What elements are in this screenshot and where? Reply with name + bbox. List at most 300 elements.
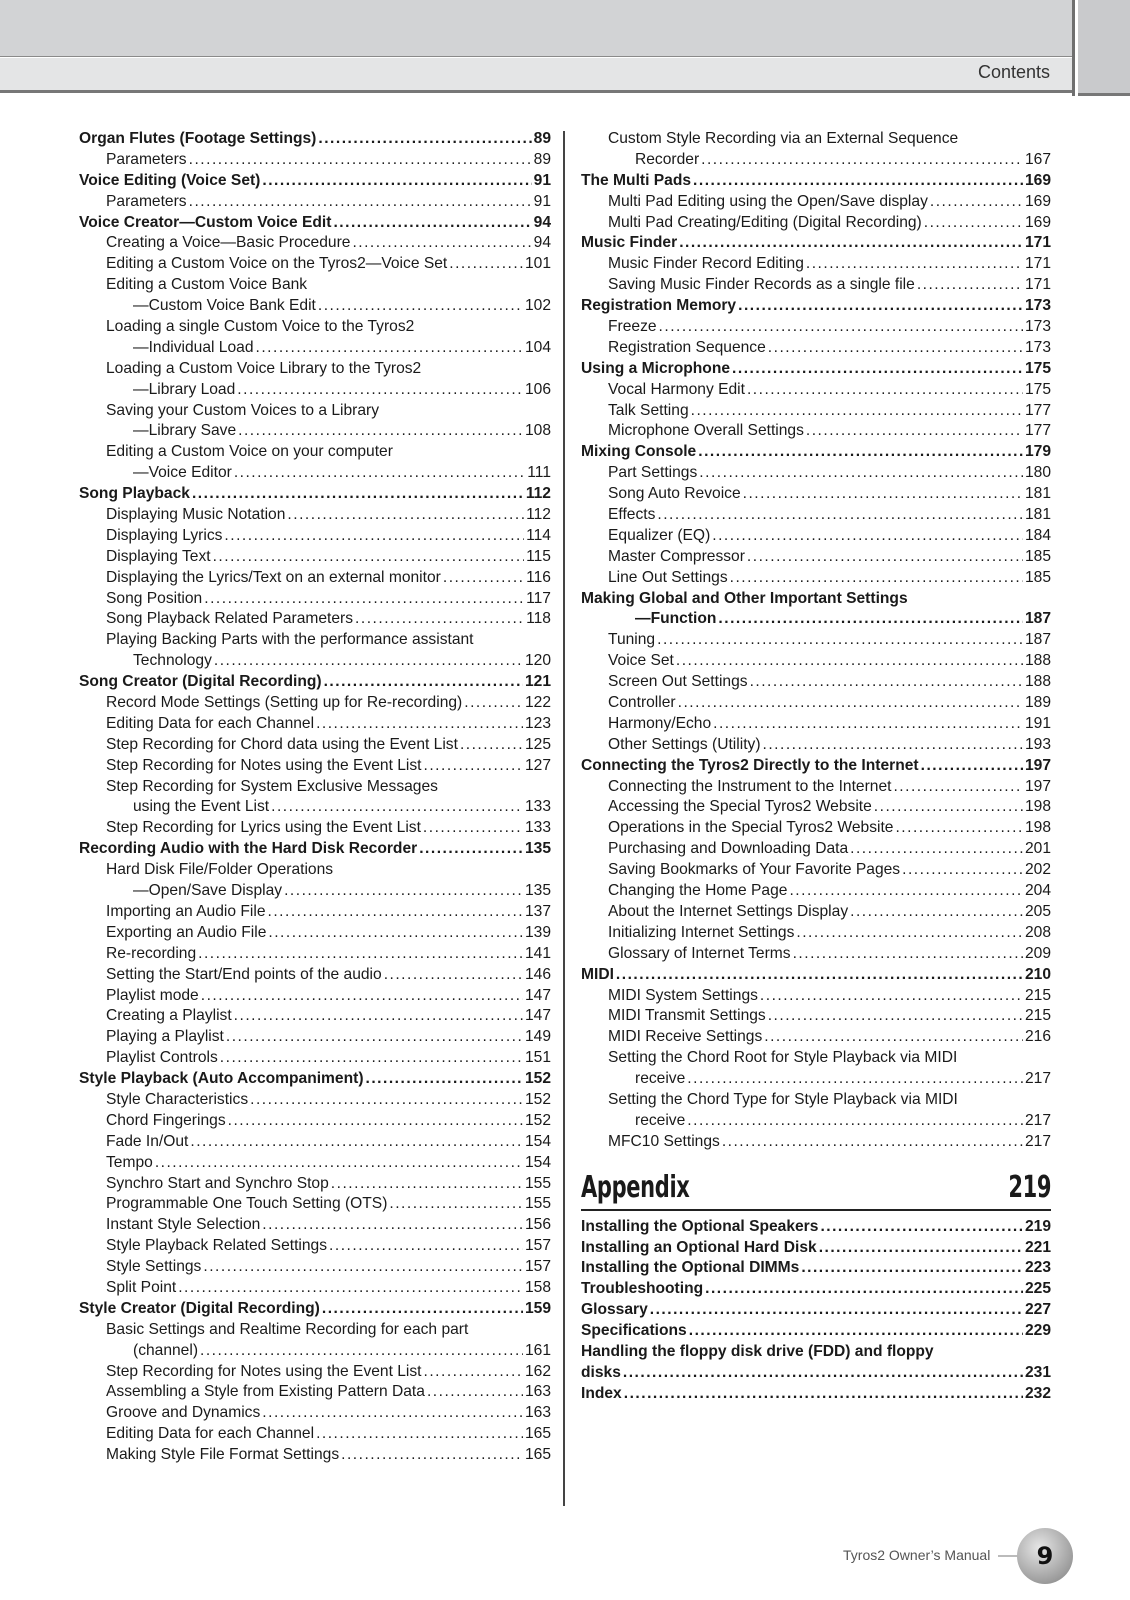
- dot-leader: [693, 171, 1023, 192]
- toc-entry[interactable]: [581, 1258, 1051, 1279]
- toc-entry-page: 94: [533, 213, 551, 231]
- toc-entry[interactable]: [79, 672, 551, 693]
- toc-entry[interactable]: [581, 1217, 1051, 1238]
- toc-entry-page: 122: [524, 694, 551, 712]
- toc-entry-title: Editing a Custom Voice on the Tyros2—Voice Set: [106, 255, 448, 273]
- toc-entry[interactable]: [581, 150, 1051, 171]
- toc-entry[interactable]: [79, 1111, 551, 1132]
- toc-entry-title: Operations in the Special Tyros2 Website: [608, 819, 894, 837]
- dot-leader: [624, 1384, 1023, 1405]
- toc-entry[interactable]: [79, 986, 551, 1007]
- toc-entry-page: 227: [1024, 1301, 1051, 1319]
- toc-entry-page: 89: [533, 150, 551, 168]
- toc-entry[interactable]: [581, 609, 1051, 630]
- toc-entry[interactable]: [79, 714, 551, 735]
- toc-entry[interactable]: [79, 923, 551, 944]
- toc-entry-title: Freeze: [608, 318, 657, 335]
- toc-entry[interactable]: [581, 672, 1051, 693]
- toc-entry-title: Importing an Audio File: [106, 902, 266, 920]
- toc-entry-page: 135: [524, 840, 551, 858]
- toc-entry[interactable]: [581, 1069, 1051, 1090]
- toc-entry[interactable]: [79, 1341, 551, 1362]
- toc-entry[interactable]: [581, 798, 1051, 819]
- toc-entry-title: Saving Music Finder Records as a single file: [608, 276, 915, 294]
- toc-entry[interactable]: [581, 1363, 1051, 1384]
- toc-entry[interactable]: [581, 965, 1051, 986]
- toc-entry-page: 177: [1024, 401, 1051, 419]
- toc-entry-title: Recorder: [635, 150, 700, 168]
- toc-entry-title: Song Creator (Digital Recording): [79, 673, 322, 691]
- toc-entry-page: 197: [1024, 756, 1051, 774]
- toc-entry-page: 162: [524, 1362, 551, 1380]
- toc-entry[interactable]: [581, 1384, 1051, 1405]
- toc-entry-title: Playlist Controls: [106, 1049, 218, 1067]
- toc-entry[interactable]: [581, 442, 1051, 463]
- toc-entry-page: 219: [1024, 1217, 1051, 1235]
- toc-entry-title: Effects: [608, 506, 656, 524]
- toc-entry-continued[interactable]: Hard Disk File/Folder Operations: [106, 861, 334, 879]
- toc-entry-title: Index: [581, 1384, 622, 1402]
- toc-entry[interactable]: [581, 1300, 1051, 1321]
- toc-entry[interactable]: [79, 1194, 551, 1215]
- toc-entry[interactable]: [79, 881, 551, 902]
- dot-leader: [155, 1153, 523, 1174]
- toc-entry[interactable]: [581, 839, 1051, 860]
- page-number: 9: [1036, 1542, 1054, 1570]
- dot-leader: [228, 1111, 523, 1132]
- toc-entry-page: 180: [1024, 464, 1051, 482]
- dot-leader: [924, 213, 1023, 234]
- toc-entry-title: Displaying Text: [106, 547, 211, 565]
- toc-entry[interactable]: [79, 1236, 551, 1257]
- toc-entry[interactable]: [79, 1069, 551, 1090]
- toc-entry[interactable]: [581, 1238, 1051, 1259]
- dot-leader: [262, 1403, 523, 1424]
- toc-entry-title: Programmable One Touch Setting (OTS): [106, 1195, 388, 1213]
- toc-entry[interactable]: [79, 192, 551, 213]
- toc-entry[interactable]: [581, 380, 1051, 401]
- appendix-title: Appendix: [581, 1169, 690, 1205]
- toc-entry-title: (channel): [133, 1341, 199, 1359]
- dot-leader: [698, 442, 1023, 463]
- toc-entry[interactable]: [581, 547, 1051, 568]
- header-strip: [0, 58, 1072, 93]
- toc-entry[interactable]: [79, 902, 551, 923]
- toc-entry-title: Screen Out Settings: [608, 673, 748, 691]
- dot-leader: [324, 672, 523, 693]
- toc-entry[interactable]: [79, 818, 551, 839]
- toc-entry-page: 159: [524, 1299, 551, 1317]
- dot-leader: [657, 630, 1023, 651]
- toc-entry[interactable]: [581, 693, 1051, 714]
- dot-leader: [691, 401, 1023, 422]
- toc-entry-title: Displaying Music Notation: [106, 506, 286, 524]
- toc-entry-continued[interactable]: Setting the Chord Type for Style Playback via MIDI: [608, 1090, 958, 1108]
- toc-entry[interactable]: [581, 651, 1051, 672]
- toc-entry-title: Registration Sequence: [608, 338, 766, 356]
- toc-entry[interactable]: [79, 1132, 551, 1153]
- dot-leader: [689, 1321, 1023, 1342]
- toc-entry-continued[interactable]: Basic Settings and Realtime Recording for each part: [106, 1320, 469, 1338]
- toc-entry[interactable]: [79, 150, 551, 171]
- dot-leader: [730, 568, 1023, 589]
- toc-entry-page: 191: [1024, 714, 1051, 732]
- toc-entry[interactable]: [581, 296, 1051, 317]
- toc-entry[interactable]: [581, 484, 1051, 505]
- dot-leader: [820, 1217, 1023, 1238]
- toc-entry[interactable]: [581, 1279, 1051, 1300]
- toc-entry[interactable]: [581, 568, 1051, 589]
- toc-entry[interactable]: [581, 756, 1051, 777]
- toc-entry-page: 161: [524, 1341, 551, 1359]
- dot-leader: [801, 1258, 1023, 1279]
- toc-entry-page: 120: [524, 652, 551, 670]
- toc-entry[interactable]: [79, 1424, 551, 1445]
- toc-entry-title: Microphone Overall Settings: [608, 422, 804, 440]
- toc-entry[interactable]: [581, 192, 1051, 213]
- toc-entry-page: 139: [524, 923, 551, 941]
- dot-leader: [316, 1424, 523, 1445]
- toc-entry-page: 137: [524, 902, 551, 920]
- toc-entry[interactable]: [581, 1321, 1051, 1342]
- toc-entry-title: Record Mode Settings (Setting up for Re-recording): [106, 694, 463, 712]
- appendix-page: 219: [1008, 1169, 1051, 1205]
- dot-leader: [203, 1257, 523, 1278]
- toc-entry[interactable]: [581, 317, 1051, 338]
- toc-entry[interactable]: [79, 1048, 551, 1069]
- toc-entry[interactable]: [581, 1132, 1051, 1153]
- toc-entry[interactable]: [581, 233, 1051, 254]
- header-band: [0, 0, 1072, 56]
- dot-leader: [732, 359, 1023, 380]
- toc-entry[interactable]: [79, 233, 551, 254]
- dot-leader: [226, 1027, 523, 1048]
- toc-entry[interactable]: [79, 1215, 551, 1236]
- toc-entry-page: 187: [1024, 631, 1051, 649]
- section-title: Contents: [977, 62, 1050, 82]
- dot-leader: [427, 1382, 523, 1403]
- dot-leader: [192, 484, 524, 505]
- dot-leader: [796, 923, 1023, 944]
- toc-entry-page: 177: [1024, 422, 1051, 440]
- toc-entry[interactable]: [79, 944, 551, 965]
- dot-leader: [423, 818, 523, 839]
- dot-leader: [687, 1111, 1023, 1132]
- toc-entry-page: 133: [524, 798, 551, 816]
- toc-entry-page: 215: [1024, 1007, 1051, 1025]
- toc-entry[interactable]: [79, 1382, 551, 1403]
- toc-entry-page: 193: [1024, 735, 1051, 753]
- toc-entry[interactable]: [79, 651, 551, 672]
- toc-entry-continued[interactable]: Step Recording for System Exclusive Messages: [106, 777, 438, 795]
- dot-leader: [198, 944, 523, 965]
- toc-entry[interactable]: [581, 1111, 1051, 1132]
- dot-leader: [464, 693, 523, 714]
- toc-entry[interactable]: [581, 777, 1051, 798]
- toc-entry[interactable]: [79, 1362, 551, 1383]
- toc-entry-page: 169: [1024, 213, 1051, 231]
- toc-entry[interactable]: [79, 1006, 551, 1027]
- toc-entry[interactable]: [79, 589, 551, 610]
- toc-entry-page: 173: [1024, 318, 1051, 335]
- toc-entry[interactable]: [581, 818, 1051, 839]
- dot-leader: [738, 296, 1023, 317]
- toc-entry-page: 127: [524, 756, 551, 774]
- toc-entry[interactable]: [581, 630, 1051, 651]
- dot-leader: [318, 296, 523, 317]
- toc-entry[interactable]: [79, 735, 551, 756]
- toc-entry[interactable]: [581, 714, 1051, 735]
- dot-leader: [743, 484, 1023, 505]
- toc-entry-page: 152: [524, 1070, 551, 1088]
- toc-entry-page: 89: [533, 129, 551, 147]
- toc-entry[interactable]: [79, 568, 551, 589]
- toc-entry[interactable]: [79, 463, 551, 484]
- toc-entry-title: Changing the Home Page: [608, 882, 788, 900]
- toc-entry-page: 187: [1024, 610, 1051, 628]
- toc-entry-page: 115: [526, 547, 551, 565]
- toc-entry-page: 123: [524, 714, 551, 732]
- toc-entry[interactable]: [79, 1153, 551, 1174]
- toc-entry-page: 169: [1024, 192, 1051, 210]
- toc-entry[interactable]: [581, 338, 1051, 359]
- toc-entry[interactable]: [581, 171, 1051, 192]
- dot-leader: [341, 1445, 523, 1466]
- toc-entry-page: 184: [1024, 526, 1051, 544]
- toc-entry-page: 117: [526, 589, 551, 607]
- toc-entry[interactable]: [581, 421, 1051, 442]
- toc-entry-title: About the Internet Settings Display: [608, 902, 849, 920]
- toc-entry-title: —Function: [635, 610, 717, 628]
- toc-entry-title: Master Compressor: [608, 547, 745, 565]
- toc-entry-title: Step Recording for Notes using the Event List: [106, 756, 422, 774]
- dot-leader: [768, 338, 1023, 359]
- toc-entry-page: 209: [1024, 944, 1051, 962]
- toc-entry-page: 106: [524, 380, 551, 398]
- toc-entry-title: Controller: [608, 694, 676, 712]
- toc-entry-title: Installing an Optional Hard Disk: [581, 1238, 817, 1256]
- toc-entry-page: 111: [527, 464, 551, 482]
- toc-entry-page: 217: [1024, 1070, 1051, 1088]
- toc-entry[interactable]: [581, 735, 1051, 756]
- toc-entry-page: 197: [1024, 777, 1051, 795]
- toc-entry[interactable]: [581, 275, 1051, 296]
- toc-entry-continued[interactable]: Making Global and Other Important Settings: [581, 589, 908, 607]
- toc-entry[interactable]: [581, 986, 1051, 1007]
- toc-entry-continued[interactable]: Custom Style Recording via an External Sequence: [608, 130, 959, 147]
- toc-entry-title: Synchro Start and Synchro Stop: [106, 1174, 329, 1192]
- dot-leader: [893, 777, 1023, 798]
- dot-leader: [234, 463, 525, 484]
- toc-entry-page: 208: [1024, 923, 1051, 941]
- dot-leader: [679, 233, 1023, 254]
- toc-entry[interactable]: [581, 902, 1051, 923]
- toc-entry-title: Music Finder Record Editing: [608, 255, 804, 273]
- toc-entry[interactable]: [581, 881, 1051, 902]
- dot-leader: [850, 902, 1023, 923]
- dot-leader: [678, 693, 1023, 714]
- toc-entry[interactable]: [581, 944, 1051, 965]
- toc-entry[interactable]: [79, 1445, 551, 1466]
- toc-entry[interactable]: [79, 1403, 551, 1424]
- toc-entry[interactable]: [79, 380, 551, 401]
- toc-entry[interactable]: [79, 254, 551, 275]
- toc-entry[interactable]: [581, 1027, 1051, 1048]
- toc-entry-title: Groove and Dynamics: [106, 1404, 261, 1422]
- toc-entry-page: 155: [524, 1174, 551, 1192]
- toc-entry[interactable]: [581, 463, 1051, 484]
- toc-entry-page: 185: [1024, 547, 1051, 565]
- toc-entry-page: 163: [524, 1404, 551, 1422]
- toc-entry[interactable]: [79, 609, 551, 630]
- toc-entry-title: MFC10 Settings: [608, 1132, 720, 1150]
- dot-leader: [262, 171, 531, 192]
- toc-entry[interactable]: [79, 965, 551, 986]
- dot-leader: [895, 818, 1023, 839]
- dot-leader: [701, 150, 1023, 171]
- dot-leader: [331, 1174, 523, 1195]
- dot-leader: [262, 1215, 523, 1236]
- toc-entry-continued[interactable]: Playing Backing Parts with the performance assistant: [106, 631, 474, 649]
- toc-entry[interactable]: [581, 1006, 1051, 1027]
- toc-entry[interactable]: [79, 421, 551, 442]
- toc-entry[interactable]: [581, 254, 1051, 275]
- toc-entry-title: Parameters: [106, 192, 187, 210]
- toc-entry-title: MIDI: [581, 965, 614, 983]
- toc-entry-page: 173: [1024, 297, 1051, 315]
- toc-entry-page: 198: [1024, 798, 1051, 816]
- dot-leader: [384, 965, 523, 986]
- toc-entry-title: Style Settings: [106, 1258, 202, 1276]
- toc-entry-page: 147: [524, 986, 551, 1004]
- dot-leader: [921, 756, 1023, 777]
- toc-entry[interactable]: [79, 1299, 551, 1320]
- toc-entry-title: Initializing Internet Settings: [608, 923, 795, 941]
- toc-entry-page: 151: [524, 1049, 551, 1067]
- toc-entry[interactable]: [581, 860, 1051, 881]
- toc-entry[interactable]: [581, 526, 1051, 547]
- toc-entry-continued[interactable]: Editing a Custom Voice on your computer: [106, 443, 393, 461]
- toc-entry[interactable]: [79, 1027, 551, 1048]
- toc-entry-title: Instant Style Selection: [106, 1216, 261, 1234]
- toc-entry-page: 125: [524, 735, 551, 753]
- dot-leader: [318, 129, 531, 150]
- toc-entry-title: Registration Memory: [581, 297, 737, 315]
- toc-entry[interactable]: [79, 213, 551, 234]
- toc-entry-title: Song Playback Related Parameters: [106, 610, 354, 628]
- dot-leader: [238, 421, 523, 442]
- dot-leader: [623, 1363, 1023, 1384]
- toc-entry[interactable]: [79, 338, 551, 359]
- toc-entry[interactable]: [79, 484, 551, 505]
- toc-entry-title: Style Playback (Auto Accompaniment): [79, 1070, 364, 1088]
- dot-leader: [650, 1300, 1023, 1321]
- page-number-badge: [1017, 1528, 1073, 1584]
- dot-leader: [419, 839, 523, 860]
- dot-leader: [322, 1299, 523, 1320]
- toc-entry-continued[interactable]: Editing a Custom Voice Bank: [106, 276, 308, 294]
- toc-entry-page: 171: [1024, 276, 1051, 294]
- toc-entry[interactable]: [581, 923, 1051, 944]
- toc-entry-title: Song Auto Revoice: [608, 485, 741, 503]
- toc-entry[interactable]: [79, 526, 551, 547]
- toc-entry[interactable]: [79, 171, 551, 192]
- toc-entry[interactable]: [79, 1174, 551, 1195]
- dot-leader: [712, 526, 1023, 547]
- toc-entry-page: 112: [525, 485, 551, 503]
- toc-entry[interactable]: [581, 505, 1051, 526]
- toc-entry-title: Talk Setting: [608, 401, 689, 419]
- toc-entry-title: Re-recording: [106, 944, 197, 962]
- toc-entry-continued[interactable]: Saving your Custom Voices to a Library: [106, 401, 380, 419]
- toc-entry-page: 91: [533, 171, 551, 189]
- dot-leader: [713, 714, 1023, 735]
- toc-entry-page: 94: [533, 234, 551, 252]
- toc-entry-title: Displaying Lyrics: [106, 526, 223, 544]
- toc-entry-title: Glossary of Internet Terms: [608, 944, 791, 962]
- dot-leader: [178, 1278, 523, 1299]
- toc-entry[interactable]: [79, 756, 551, 777]
- toc-entry-continued[interactable]: Setting the Chord Root for Style Playback via MIDI: [608, 1049, 958, 1067]
- toc-entry[interactable]: [79, 1257, 551, 1278]
- toc-entry-title: MIDI Transmit Settings: [608, 1007, 766, 1025]
- dot-leader: [284, 881, 523, 902]
- toc-entry-page: 188: [1024, 652, 1051, 670]
- toc-entry-page: 118: [526, 610, 551, 628]
- toc-entry-title: Harmony/Echo: [608, 714, 712, 732]
- toc-entry-title: Creating a Voice—Basic Procedure: [106, 234, 351, 252]
- toc-entry-title: Style Playback Related Settings: [106, 1237, 328, 1255]
- toc-entry[interactable]: [79, 129, 551, 150]
- toc-entry-title: Tempo: [106, 1153, 153, 1171]
- toc-entry[interactable]: [79, 693, 551, 714]
- dot-leader: [250, 1090, 523, 1111]
- toc-entry-title: Split Point: [106, 1278, 177, 1296]
- toc-entry[interactable]: [79, 798, 551, 819]
- toc-entry[interactable]: [581, 401, 1051, 422]
- dot-leader: [256, 338, 523, 359]
- toc-entry-continued[interactable]: Loading a single Custom Voice to the Tyros2: [106, 318, 415, 336]
- toc-entry-title: Setting the Start/End points of the audio: [106, 965, 382, 983]
- toc-entry-continued[interactable]: Loading a Custom Voice Library to the Tyros2: [106, 359, 422, 377]
- toc-entry[interactable]: [79, 839, 551, 860]
- toc-entry-page: 185: [1024, 568, 1051, 586]
- toc-entry[interactable]: [79, 505, 551, 526]
- toc-entry-continued[interactable]: Handling the floppy disk drive (FDD) and floppy: [581, 1342, 934, 1360]
- toc-entry[interactable]: [79, 1090, 551, 1111]
- toc-entry[interactable]: [581, 359, 1051, 380]
- toc-entry[interactable]: [79, 547, 551, 568]
- toc-entry-title: Exporting an Audio File: [106, 923, 267, 941]
- toc-entry-title: Tuning: [608, 631, 656, 649]
- dot-leader: [443, 568, 524, 589]
- toc-entry-page: 175: [1024, 359, 1051, 377]
- toc-entry[interactable]: [79, 1278, 551, 1299]
- column-divider: [563, 131, 565, 1506]
- toc-entry-title: receive: [635, 1070, 686, 1088]
- dot-leader: [200, 1341, 523, 1362]
- toc-entry-page: 229: [1024, 1322, 1051, 1340]
- toc-entry[interactable]: [79, 296, 551, 317]
- dot-leader: [676, 651, 1023, 672]
- toc-entry-page: 204: [1024, 882, 1051, 900]
- toc-entry-page: 141: [524, 944, 551, 962]
- dot-leader: [806, 421, 1023, 442]
- toc-entry[interactable]: [581, 213, 1051, 234]
- toc-entry-page: 221: [1024, 1238, 1051, 1256]
- dot-leader: [917, 275, 1023, 296]
- dot-leader: [718, 609, 1023, 630]
